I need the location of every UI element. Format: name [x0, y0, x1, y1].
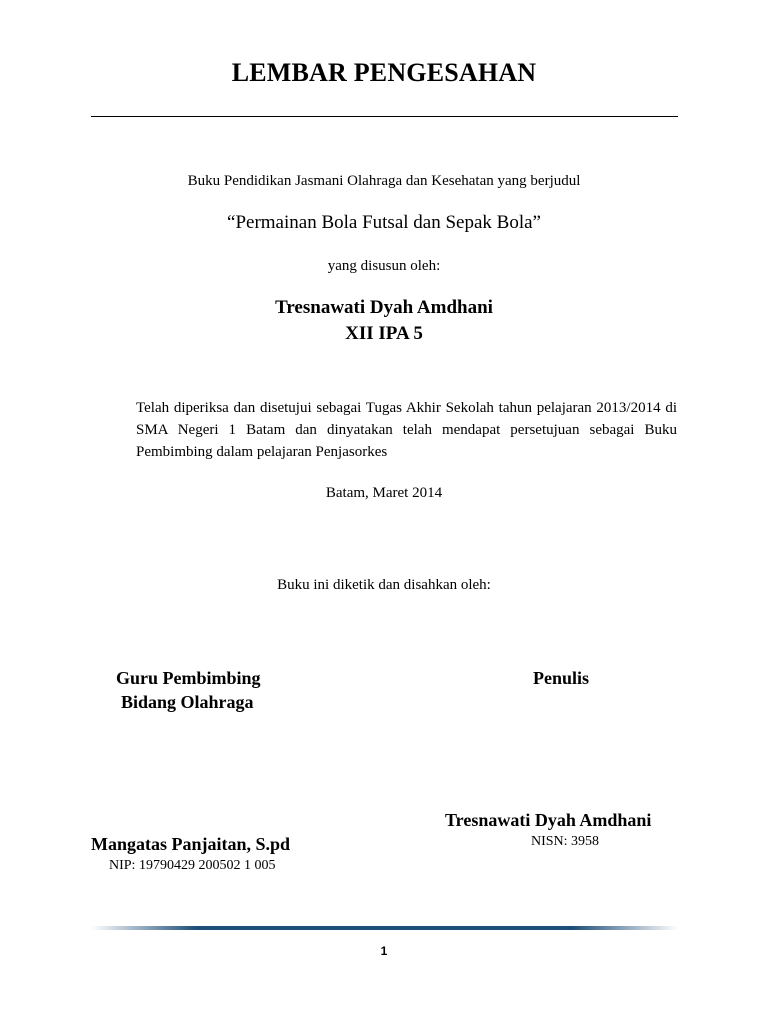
footer-divider [91, 926, 678, 930]
teacher-role-line2: Bidang Olahraga [121, 692, 254, 712]
writer-name: Tresnawati Dyah Amdhani [445, 810, 652, 830]
place-date: Batam, Maret 2014 [325, 485, 443, 501]
book-title: “Permainan Bola Futsal dan Sepak Bola” [227, 212, 541, 233]
writer-nisn: NISN: 3958 [530, 834, 600, 849]
teacher-nip: NIP: 19790429 200502 1 005 [109, 858, 276, 873]
page-title: LEMBAR PENGESAHAN [231, 58, 537, 87]
approval-paragraph: Telah diperiksa dan disetujui sebagai Tugas Akhir Sekolah tahun pelajaran 2013/2014 di SMA Negeri 1 Batam dan dinyatakan telah mendapat persetujuan sebagai Buku Pembimbing dalam pelajaran Penjasorkes [136, 400, 677, 460]
teacher-name: Mangatas Panjaitan, S.pd [91, 834, 291, 854]
author-class: XII IPA 5 [345, 323, 423, 344]
typed-by-text: Buku ini diketik dan disahkan oleh: [277, 577, 491, 593]
author-name: Tresnawati Dyah Amdhani [275, 297, 493, 318]
title-divider [91, 116, 678, 117]
page-number: 1 [380, 944, 388, 958]
intro-text: Buku Pendidikan Jasmani Olahraga dan Kesehatan yang berjudul [187, 173, 581, 189]
teacher-role-line1: Guru Pembimbing [116, 668, 261, 688]
writer-role: Penulis [533, 668, 590, 688]
composed-by-text: yang disusun oleh: [327, 258, 441, 274]
